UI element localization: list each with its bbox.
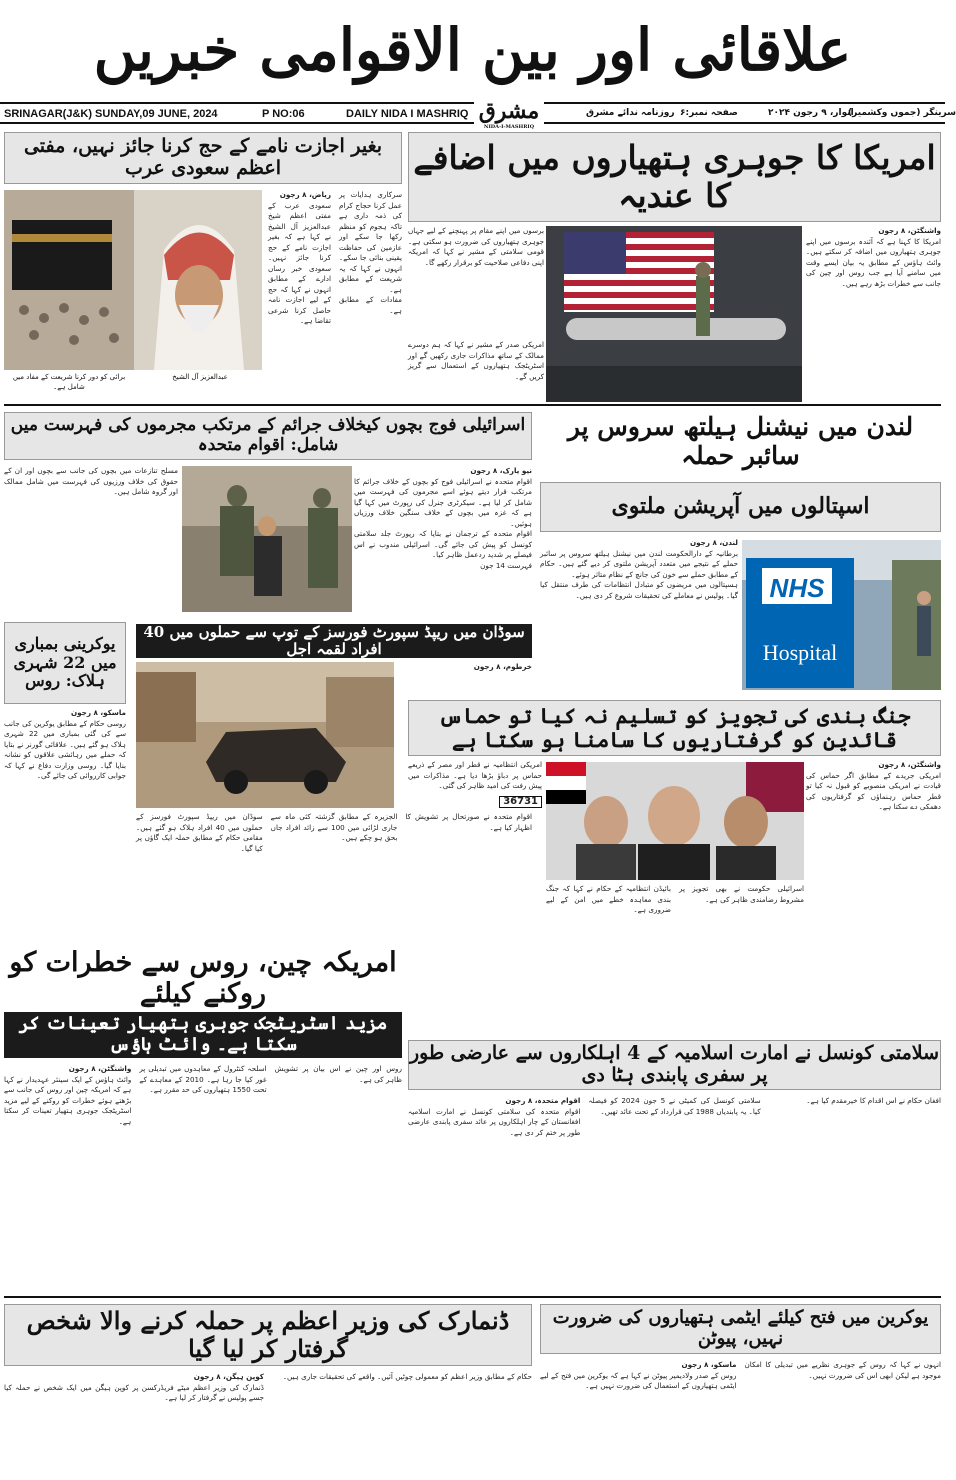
hamas-col1: امریکی جریدے کے مطابق اگر حماس کی قیادت نے امریکی منصوبے کو قبول نہ کیا تو قطر حماس رہنماؤں کو گرفتاریوں کی دھمکی دے سکتا ہے۔ bbox=[806, 770, 941, 811]
us-nuclear-col-right bbox=[806, 226, 941, 402]
logo-text: مشرق bbox=[478, 98, 540, 124]
ukraine-bombing-col1: روسی حکام کے مطابق یوکرین کی جانب سے کی گئی بمباری میں 22 شہری ہلاک ہو گئے ہیں۔ علاقائی گورنر نے بتایا کہ حملے میں رہائشی علاقوں کو نشانہ بنایا گیا۔ روسی وزارت دفاع نے کہا کہ جوابی کارروائی کی جائے گی۔ bbox=[4, 718, 126, 780]
us-china-russia-col3: روس اور چین نے اس بیان پر تشویش ظاہر کی ہے۔ bbox=[274, 1064, 402, 1084]
sudan-col1: سوڈان میں ریپڈ سپورٹ فورسز کے حملوں میں 40 افراد ہلاک ہو گئے ہیں۔ مقامی حکام کے مطابق حملہ ایک گاؤں پر کیا گیا۔ bbox=[136, 812, 263, 853]
denmark-col2: حکام کے مطابق وزیر اعظم کو معمولی چوٹیں آئیں۔ واقعے کی تحقیقات جاری ہیں۔ bbox=[282, 1372, 532, 1381]
hamas-col-right bbox=[806, 760, 941, 1030]
headline-mufti: بغیر اجازت نامے کے حج کرنا جائز نہیں، مفتی اعظم سعودی عرب bbox=[4, 132, 402, 184]
sudan-dateline: خرطوم، ۸ رجون bbox=[473, 662, 532, 671]
london-dateline: لندن، ۸ رجون bbox=[689, 538, 738, 547]
us-china-russia-col1: وائٹ ہاؤس کے ایک سینئر عہدیدار نے کہا ہے کہ امریکہ چین اور روس کی جانب سے بڑھتے ہوئے خطرات کو روکنے کے لیے مزید اسٹریٹجک جوہری ہتھیار تعینات کر سکتا ہے۔ bbox=[4, 1074, 132, 1126]
sudan-photo bbox=[136, 662, 394, 808]
headline-sudan: سوڈان میں ریپڈ سپورٹ فورسز کے توپ سے حملوں میں 40 افراد لقمہ اجل bbox=[136, 624, 532, 658]
mufti-col2: سرکاری ہدایات پر عمل کرنا حجاج کرام کی ذمہ داری ہے تاکہ ہجوم کو منظم رکھا جا سکے اور عازمین کی حفاظت یقینی بنائی جا سکے۔ انہوں نے کہا کہ یہ شریعت کے مطابق ہے۔ bbox=[339, 190, 402, 294]
logo-subtitle: NIDA-I-MASHRIQ bbox=[483, 124, 535, 130]
subhead-us-china-russia: مزید اسٹریٹجک جوہری ہتھیار تعینات کر سکتا ہے۔ وائٹ ہاؤس bbox=[4, 1012, 402, 1058]
ukraine-bombing-body bbox=[4, 708, 126, 940]
urdu-paper-name: روزنامہ ندائے مشرق bbox=[586, 108, 675, 118]
headline-ukraine-bombing: یوکرینی بمباری میں 22 شہری ہلاک: روس bbox=[4, 622, 126, 704]
us-nuclear-col1: امریکا کا کہنا ہے کہ آئندہ برسوں میں اپنے جوہری ہتھیاروں میں اضافہ کر سکتے ہیں۔ وائٹ ہاؤس کے مطابق یہ بیان ایسے وقت میں سامنے آیا ہے جب روس اور چین کی جانب سے خطرات بڑھ رہے ہیں۔ bbox=[806, 236, 941, 288]
hamas-col-left bbox=[408, 760, 542, 1030]
hamas-col3: بائیڈن انتظامیہ کے حکام نے کہا کہ جنگ بندی معاہدہ خطے میں امن کے لیے ضروری ہے۔ bbox=[546, 884, 671, 914]
headline-hamas-ceasefire: جنگ بندی کی تجویز کو تسلیم نہ کیا تو حماس قائدین کو گرفتاریوں کا سامنا ہو سکتا ہے bbox=[408, 700, 941, 756]
us-nuclear-col-left: برسوں میں اپنے مقام پر پہنچنے کے لیے جہاں جوہری ہتھیاروں کی ضرورت ہو سکتی ہے۔ قومی سلامتی کے مشیر نے کہا کہ امریکہ اپنی دفاعی صلاحیت کو برقرار رکھے گا۔ bbox=[408, 226, 544, 267]
mufti-photo bbox=[4, 190, 262, 370]
sudan-col2: الجزیرہ کے مطابق گزشتہ کئی ماہ سے جاری لڑائی میں 100 سے زائد افراد جاں بحق ہو چکے ہیں۔ bbox=[270, 812, 398, 842]
putin-dateline: ماسکو، ۸ رجون bbox=[681, 1360, 737, 1369]
headline-security-council: سلامتی کونسل نے امارت اسلامیہ کے 4 اہلکاروں سے عارضی طور پر سفری پابندی ہٹا دی bbox=[408, 1040, 941, 1090]
israel-un-left-body: مسلح تنازعات میں بچوں کی جانب سے بچوں اور ان کے حقوق کی خلاف ورزیوں کی فہرست میں شامل ممالک اور گروہ شامل ہیں۔ bbox=[4, 466, 178, 496]
mufti-caption-left: برائی کو دور کرنا شریعت کے مفاد میں شامل ہے۔ bbox=[4, 372, 134, 384]
divider bbox=[4, 404, 941, 406]
hamas-col4: اسرائیلی حکومت نے بھی تجویز پر مشروط رضامندی ظاہر کی ہے۔ bbox=[679, 884, 804, 904]
sudan-col3: اقوام متحدہ نے صورتحال پر تشویش کا اظہار کیا ہے۔ bbox=[405, 812, 533, 832]
security-council-col2: سلامتی کونسل کی کمیٹی نے 5 جون 2024 کو فیصلہ کیا۔ یہ پابندیاں 1988 کی قرارداد کے تحت عائد تھیں۔ bbox=[588, 1096, 761, 1116]
subhead-london-cyber: اسپتالوں میں آپریشن ملتوی bbox=[540, 482, 941, 532]
hamas-leaders-photo bbox=[546, 762, 804, 880]
headline-london-cyber: لندن میں نیشنل ہیلتھ سروس پر سائبر حملہ bbox=[540, 412, 941, 472]
israel-un-col1: اقوام متحدہ نے اسرائیلی فوج کو بچوں کے خلاف جرائم کا مرتکب قرار دیتے ہوئے اسے مجرموں کی فہرست میں شامل کر لیا ہے۔ سیکرٹری جنرل کی رپورٹ میں کہا گیا ہے کہ غزہ میں بچوں کے خلاف سنگین خلاف ورزیاں ہوئیں۔ bbox=[354, 476, 532, 528]
english-date: SRINAGAR(J&K) SUNDAY,09 JUNE, 2024 bbox=[4, 108, 218, 120]
headline-us-china-russia: امریکہ چین، روس سے خطرات کو روکنے کیلئے bbox=[4, 948, 402, 1008]
mufti-col1: سعودی عرب کے مفتی اعظم شیخ عبدالعزیز آل الشیخ نے کہا ہے کہ بغیر اجازت نامے کے حج کرنا جائز نہیں۔ سعودی خبر رساں ادارے کے مطابق انہوں نے کہا کہ حج کے لیے اجازت نامہ حاصل کرنا شرعی تقاضا ہے۔ bbox=[268, 200, 331, 325]
hospital-sign-text: Hospital bbox=[762, 640, 838, 665]
denmark-dateline: کوپن ہیگن، ۸ رجون bbox=[193, 1372, 264, 1381]
urdu-page-number: صفحہ نمبر:۶ bbox=[680, 108, 738, 118]
putin-body bbox=[540, 1360, 941, 1476]
dateline-bar bbox=[0, 102, 956, 124]
london-col2: ہسپتالوں میں مریضوں کو متبادل انتظامات کی طرف منتقل کیا گیا۔ پولیس نے معاملے کی تحقیقات شروع کر دی ہیں۔ bbox=[540, 580, 738, 600]
mufti-dateline: ریاض، ۸ رجون bbox=[279, 190, 331, 199]
security-council-body bbox=[408, 1096, 941, 1292]
headline-us-nuclear: امریکا کا جوہری ہتھیاروں میں اضافے کا عندیہ bbox=[408, 132, 941, 222]
denmark-body bbox=[4, 1372, 532, 1476]
urdu-date: اتوار، ۹ رجون ۲۰۲۴ bbox=[768, 108, 854, 118]
mufti-col3: مفادات کے مطابق ہے۔ bbox=[339, 295, 402, 315]
denmark-col1: ڈنمارک کی وزیر اعظم میٹے فریڈرکسن پر کوپن ہیگن میں ایک شخص نے حملہ کیا جسے پولیس نے گرفتار کر لیا ہے۔ bbox=[4, 1382, 264, 1402]
security-council-dateline: اقوام متحدہ، ۸ رجون bbox=[505, 1096, 581, 1105]
london-cyber-body bbox=[540, 538, 738, 688]
masthead-logo bbox=[474, 96, 544, 130]
putin-col2: انہوں نے کہا کہ روس کے جوہری نظریے میں تبدیلی کا امکان موجود ہے لیکن ابھی اس کی ضرورت نہیں۔ bbox=[744, 1360, 941, 1380]
hamas-col-mid bbox=[546, 884, 804, 1030]
nhs-logo-text: NHS bbox=[769, 573, 825, 603]
us-nuclear-photo bbox=[546, 226, 802, 402]
ukraine-bombing-dateline: ماسکو، ۸ رجون bbox=[71, 708, 126, 717]
us-china-russia-body bbox=[4, 1064, 402, 1292]
hamas-col2: امریکی انتظامیہ نے قطر اور مصر کے ذریعے حماس پر دباؤ بڑھا دیا ہے۔ مذاکرات میں پیش رفت کی امید ظاہر کی گئی۔ bbox=[408, 760, 542, 790]
security-council-col3: افغان حکام نے اس اقدام کا خیرمقدم کیا ہے۔ bbox=[806, 1096, 941, 1105]
page-number: P NO:06 bbox=[262, 108, 305, 120]
headline-putin: یوکرین میں فتح کیلئے ایٹمی ہتھیاروں کی ضرورت نہیں، پیوٹن bbox=[540, 1304, 941, 1354]
israel-un-col2: اقوام متحدہ کے ترجمان نے بتایا کہ رپورٹ جلد سلامتی کونسل کو پیش کی جائے گی۔ اسرائیلی مندوب نے اس فیصلے پر شدید ردعمل ظاہر کیا۔ bbox=[354, 529, 532, 559]
us-china-russia-dateline: واشنگٹن، ۸ رجون bbox=[68, 1064, 132, 1073]
nhs-hospital-photo bbox=[742, 540, 941, 690]
putin-col1: روس کے صدر ولادیمیر پیوٹن نے کہا ہے کہ یوکرین میں فتح کے لیے ایٹمی ہتھیاروں کے استعمال کی ضرورت نہیں ہے۔ bbox=[540, 1370, 737, 1390]
page-section-title: علاقائی اور بین الاقوامی خبریں bbox=[93, 16, 852, 84]
israel-un-photo bbox=[182, 466, 352, 612]
us-nuclear-col3: امریکی صدر کے مشیر نے کہا کہ ہم دوسرے ممالک کے ساتھ مذاکرات جاری رکھیں گے اور اسٹریٹجک ہتھیاروں کے استعمال سے گریز کریں گے۔ bbox=[408, 340, 544, 381]
security-council-col1: اقوام متحدہ کی سلامتی کونسل نے امارت اسلامیہ افغانستان کے چار اہلکاروں پر عائد سفری پابندی عارضی طور پر ختم کر دی ہے۔ bbox=[408, 1106, 581, 1137]
israel-un-right-body bbox=[354, 466, 532, 612]
mufti-body bbox=[268, 190, 402, 385]
urdu-city: سرینگر (جموں وکشمیر) bbox=[848, 108, 956, 118]
israel-un-footer: فہرست 14 جون bbox=[480, 560, 532, 570]
headline-denmark: ڈنمارک کی وزیر اعظم پر حملہ کرنے والا شخص گرفتار کر لیا گیا bbox=[4, 1304, 532, 1366]
israel-un-dateline: نیو یارک، ۸ رجون bbox=[470, 466, 532, 475]
paper-name: DAILY NIDA I MASHRIQ bbox=[346, 108, 469, 120]
us-nuclear-dateline: واشنگٹن، ۸ رجون bbox=[878, 226, 941, 235]
us-china-russia-col2: اسلحہ کنٹرول کے معاہدوں میں تبدیلی پر غور کیا جا رہا ہے۔ 2010 کے معاہدے کے تحت 1550 ہتھیاروں کی حد مقرر ہے۔ bbox=[139, 1064, 267, 1094]
hamas-dateline: واشنگٹن، ۸ رجون bbox=[878, 760, 941, 769]
headline-israel-un: اسرائیلی فوج بچوں کیخلاف جرائم کے مرتکب مجرموں کی فہرست میں شامل: اقوام متحدہ bbox=[4, 412, 532, 460]
hamas-death-toll: 36731 bbox=[499, 796, 542, 809]
divider bbox=[4, 1296, 941, 1298]
mufti-caption-right: عبدالعزیز آل الشیخ bbox=[140, 372, 260, 384]
london-col1: برطانیہ کے دارالحکومت لندن میں نیشنل ہیلتھ سروس پر سائبر حملے کے نتیجے میں متعدد آپریشن ملتوی کر دیے گئے ہیں۔ حکام کے مطابق حملے سے خون کی جانچ کے نظام متاثر ہوئے۔ bbox=[540, 548, 738, 579]
